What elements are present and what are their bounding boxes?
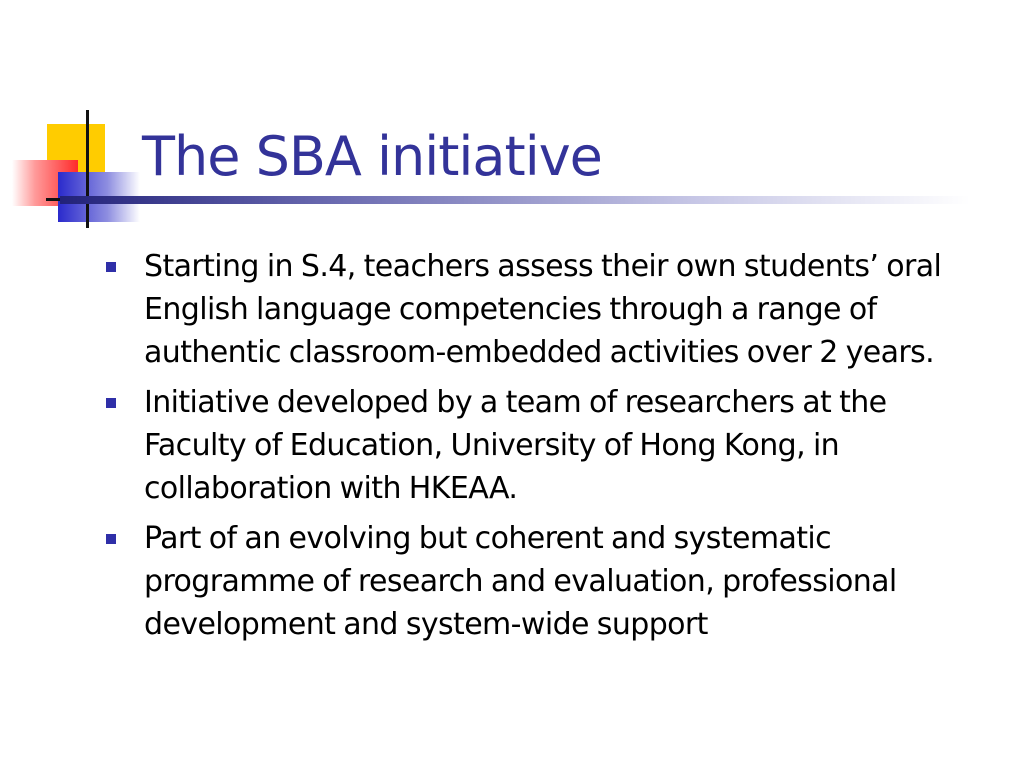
- list-item: [104, 381, 984, 510]
- square-bullet-icon: [106, 534, 116, 544]
- decorative-squares-logo-icon: [0, 0, 160, 240]
- square-bullet-icon: [106, 262, 116, 272]
- bullet-text: Starting in S.4, teachers assess their own students’ oral English language competencies through a range of authentic classroom-embedded activities over 2 years.: [144, 249, 942, 370]
- page-title: The SBA initiative: [142, 125, 602, 188]
- square-bullet-icon: [106, 398, 116, 408]
- list-item: [104, 245, 984, 374]
- bullet-list: [104, 245, 984, 653]
- list-item: [104, 517, 984, 646]
- title-divider: [60, 196, 970, 204]
- bullet-text: Initiative developed by a team of researchers at the Faculty of Education, University of Hong Kong, in collaboration with HKEAA.: [144, 385, 887, 506]
- bullet-text: Part of an evolving but coherent and systematic programme of research and evaluation, professional development and system-wide support: [144, 521, 897, 642]
